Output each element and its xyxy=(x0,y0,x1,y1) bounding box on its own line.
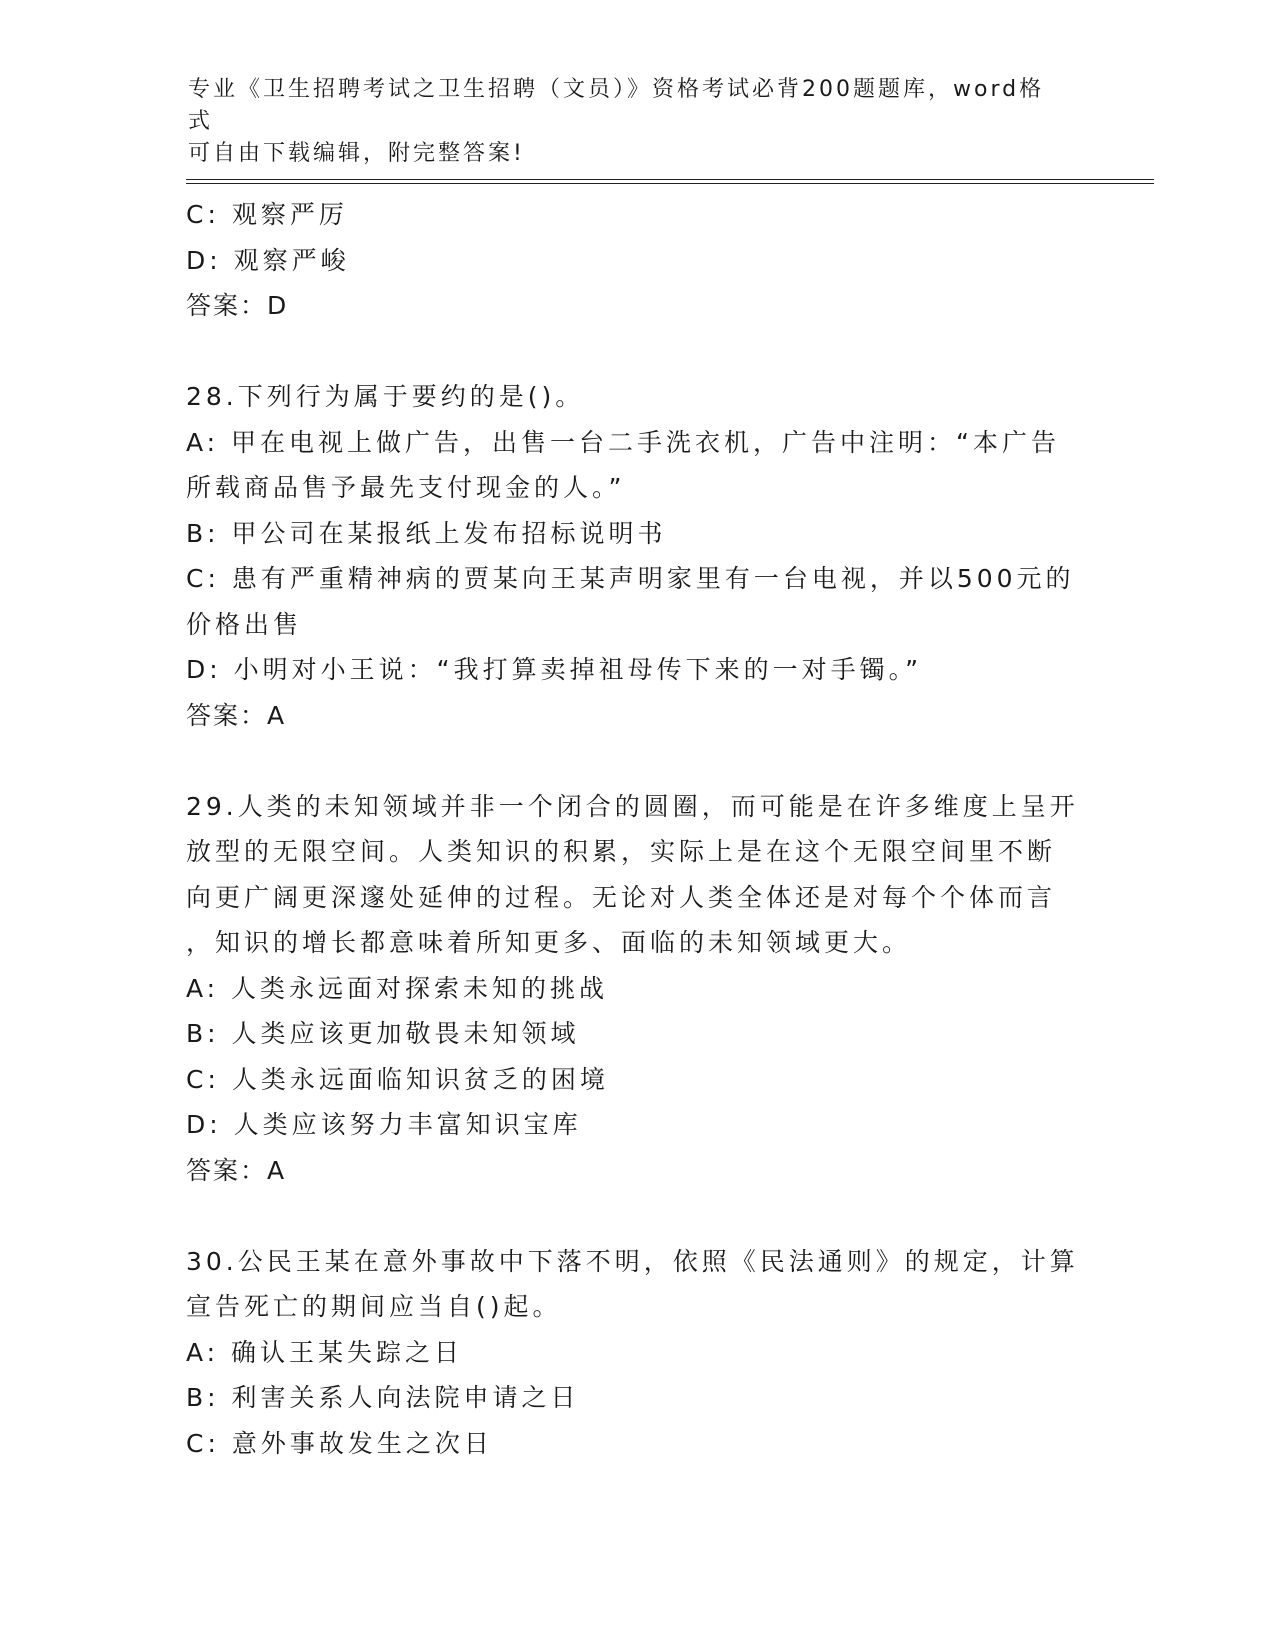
header-divider-bottom xyxy=(186,183,1154,184)
answer-line: 答案：A xyxy=(186,700,287,730)
question-stem-line-2: 放型的无限空间。人类知识的积累，实际上是在这个无限空间里不断 xyxy=(186,837,1057,866)
question-29 xyxy=(186,784,1086,1194)
option-c: C: 人类永远面临知识贫乏的困境 xyxy=(186,1064,609,1094)
option-c: C: 意外事故发生之次日 xyxy=(186,1428,493,1458)
question-spacer xyxy=(186,1193,1086,1239)
answer-line: 答案：A xyxy=(186,1155,287,1185)
option-b: B: 甲公司在某报纸上发布招标说明书 xyxy=(186,518,667,548)
question-30 xyxy=(186,1239,1086,1467)
question-spacer xyxy=(186,329,1086,375)
header-title-line-1: 专业《卫生招聘考试之卫生招聘（文员）》资格考试必背200题题库，word格式 xyxy=(188,77,1045,134)
option-b: B: 人类应该更加敬畏未知领域 xyxy=(186,1019,580,1048)
option-a: A: 人类永远面对探索未知的挑战 xyxy=(186,973,609,1003)
option-c-line-1: C: 患有严重精神病的贾某向王某声明家里有一台电视，并以500元的 xyxy=(186,564,1075,593)
option-c: C: 观察严厉 xyxy=(186,200,348,229)
option-d: D: 人类应该努力丰富知识宝库 xyxy=(186,1110,582,1139)
question-27-tail xyxy=(186,192,1086,329)
answer-line: 答案：D xyxy=(186,291,289,320)
header-divider-top xyxy=(186,179,1154,180)
question-list xyxy=(186,192,1086,1466)
question-stem-line-3: 向更广阔更深邃处延伸的过程。无论对人类全体还是对每个个体而言 xyxy=(186,882,1057,912)
question-28 xyxy=(186,374,1086,738)
question-stem-line-2: 宣告死亡的期间应当自()起。 xyxy=(186,1292,562,1321)
question-stem-line-1: 29.人类的未知领域并非一个闭合的圆圈，而可能是在许多维度上呈开 xyxy=(186,791,1079,821)
option-a-line-2: 所载商品售予最先支付现金的人。” xyxy=(186,473,626,502)
document-header xyxy=(188,74,1068,170)
question-stem-line-4: ，知识的增长都意味着所知更多、面临的未知领域更大。 xyxy=(186,928,912,957)
option-d: D: 小明对小王说：“我打算卖掉祖母传下来的一对手镯。” xyxy=(186,655,923,684)
option-c-line-2: 价格出售 xyxy=(186,609,303,639)
option-d: D: 观察严峻 xyxy=(186,245,350,275)
question-stem: 28.下列行为属于要约的是()。 xyxy=(186,382,585,411)
header-title-line-2: 可自由下载编辑，附完整答案! xyxy=(188,141,525,166)
option-a-line-1: A: 甲在电视上做广告，出售一台二手洗衣机，广告中注明：“本广告 xyxy=(186,427,1060,457)
option-b: B: 利害关系人向法院申请之日 xyxy=(186,1383,580,1412)
option-a: A: 确认王某失踪之日 xyxy=(186,1337,464,1367)
question-stem-line-1: 30.公民王某在意外事故中下落不明，依照《民法通则》的规定，计算 xyxy=(186,1246,1079,1276)
question-spacer xyxy=(186,738,1086,784)
